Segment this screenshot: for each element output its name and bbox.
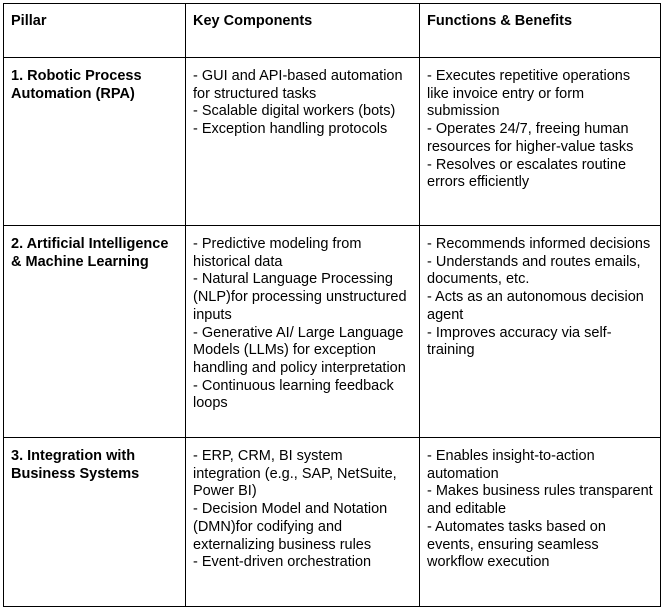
benefit-item: - Resolves or escalates routine errors efficiently (427, 156, 627, 191)
benefit-item: - Operates 24/7, freeing human resources for higher-value tasks (427, 121, 634, 155)
benefit-item: - Improves accuracy via self-training (427, 324, 612, 359)
header-key-components: Key Components (186, 4, 420, 58)
pillar-cell (4, 58, 186, 226)
pillar-name: 1. Robotic Process Automation (RPA) (11, 68, 142, 102)
benefit-item: - Enables insight-to-action automation (427, 448, 595, 482)
component-item: - GUI and API-based automation for structured tasks (193, 68, 403, 102)
components-cell (186, 438, 420, 607)
component-item: - Decision Model and Notation (DMN)for codifying and externalizing business rules (193, 501, 388, 553)
benefit-item: - Automates tasks based on events, ensuring seamless workflow execution (427, 518, 606, 571)
component-item: - Natural Language Processing (NLP)for processing unstructured inputs (193, 271, 407, 323)
pillar-name: 2. Artificial Intelligence & Machine Learning (11, 236, 169, 270)
benefit-item: - Understands and routes emails, documents, etc. (427, 253, 641, 288)
component-item: - Predictive modeling from historical data (193, 236, 362, 270)
benefits-cell (420, 58, 661, 226)
table-row (4, 58, 661, 226)
pillar-cell (4, 438, 186, 607)
component-item: - Event-driven orchestration (193, 554, 372, 571)
benefits-cell (420, 438, 661, 607)
header-row (4, 4, 661, 58)
benefit-item: - Makes business rules transparent and editable (427, 483, 653, 518)
components-cell (186, 58, 420, 226)
component-item: - Exception handling protocols (193, 121, 388, 138)
benefit-item: - Acts as an autonomous decision agent (427, 289, 644, 323)
benefit-item: - Recommends informed decisions (427, 236, 651, 252)
header-pillar: Pillar (4, 4, 186, 58)
pillars-table (3, 3, 661, 607)
component-item: - ERP, CRM, BI system integration (e.g., SAP, NetSuite, Power BI) (193, 448, 397, 500)
component-item: - Continuous learning feedback loops (193, 377, 394, 412)
table-row (4, 226, 661, 438)
components-cell (186, 226, 420, 438)
pillar-name: 3. Integration with Business Systems (11, 448, 140, 482)
table-row (4, 438, 661, 607)
component-item: - Generative AI/ Large Language Models (LLMs) for exception handling and policy interpretation (193, 324, 406, 376)
benefits-cell (420, 226, 661, 438)
header-functions-benefits: Functions & Benefits (420, 4, 661, 58)
benefit-item: - Executes repetitive operations like invoice entry or form submission (427, 68, 631, 120)
pillar-cell (4, 226, 186, 438)
component-item: - Scalable digital workers (bots) (193, 103, 396, 120)
